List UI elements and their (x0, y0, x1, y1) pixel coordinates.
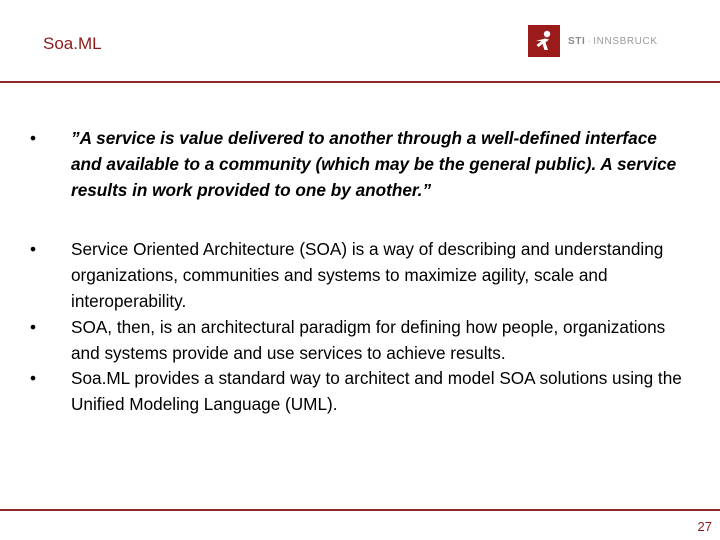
logo-wordmark (568, 36, 658, 47)
slide-body (30, 126, 690, 418)
bullet-marker: • (30, 239, 37, 260)
sti-figure-icon (528, 25, 560, 57)
bullet-text: Soa.ML provides a standard way to architect and model SOA solutions using the Unified Modeling Language (UML). (71, 368, 682, 415)
page-number: 27 (697, 519, 712, 534)
quote-bullet (30, 126, 690, 203)
bullet-item (30, 237, 690, 314)
quote-text: ”A service is value delivered to another through a well-defined interface and available to a community (which may be the general public). A service results in work provided to one by another.” (71, 128, 677, 200)
bullet-marker: • (30, 316, 37, 337)
slide-title: Soa.ML (43, 34, 102, 53)
sti-innsbruck-logo (528, 25, 658, 57)
logo-location: INNSBRUCK (593, 35, 658, 47)
bullet-marker: • (30, 368, 37, 389)
logo-brand: STI (568, 35, 586, 47)
bullet-marker: • (30, 128, 37, 148)
bullet-item (30, 315, 690, 367)
bullet-item (30, 366, 690, 418)
bullet-text: SOA, then, is an architectural paradigm for defining how people, organizations and systems provide and use services to achieve results. (71, 316, 666, 363)
logo-separator: · (587, 35, 592, 47)
bullet-text: Service Oriented Architecture (SOA) is a way of describing and understanding organizations, communities and systems to maximize agility, scale and interoperability. (71, 239, 664, 311)
footer-divider (0, 509, 720, 511)
header-divider (0, 81, 720, 83)
